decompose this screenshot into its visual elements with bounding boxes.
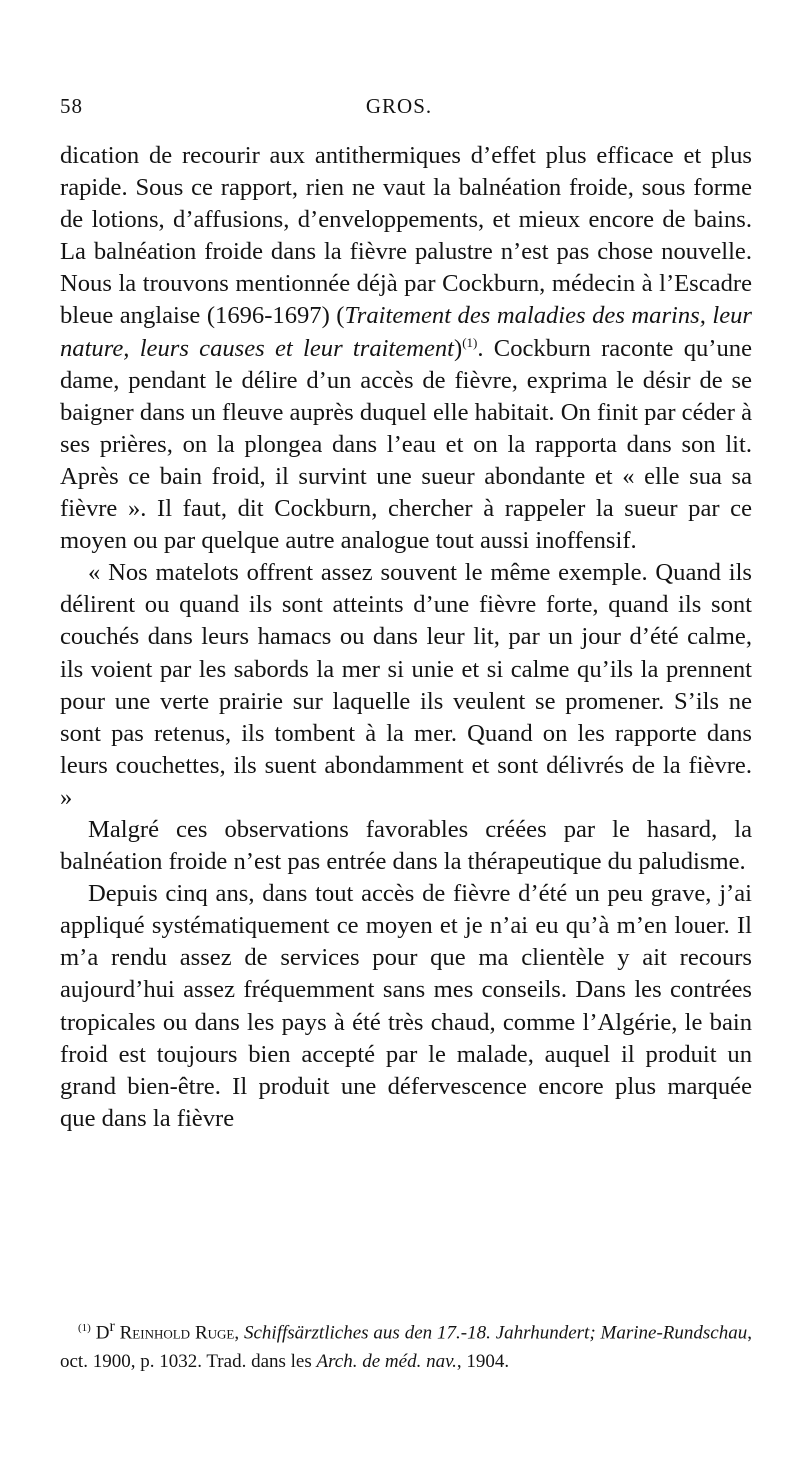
footnote-reference-details: , oct. 1900, p. 1032. Trad. dans les <box>60 1322 752 1373</box>
running-head: GROS. <box>365 94 433 118</box>
footnote-title-sup: r <box>109 1318 115 1335</box>
footnote-reference[interactable]: (1) <box>462 334 478 350</box>
footnote-year: , 1904. <box>456 1351 510 1373</box>
paragraph-sailors-quote: « Nos matelots offrent assez souvent le même exemple. Quand ils délirent ou quand ils sont atteints d’une fièvre forte, quand ils sont couchés dans leurs hamacs ou dans leur lit, par un jour d’été calme, ils voient par les sabords la mer si unie et si calme qu’ils la prennent pour une verte prairie sur laquelle ils veulent se promener. S’ils ne sont pas retenus, ils tombent à la mer. Quand on les rapporte dans leurs couchettes, ils suent abondamment et sont délivrés de la fièvre. » <box>60 559 752 811</box>
paragraph-text: . Cockburn raconte qu’une dame, pendant le délire d’un accès de fièvre, exprima le désir de se baigner dans un fleuve auprès duquel elle habitait. On finit par céder à ses prières, on la plongea dans l’eau et on la rapporta dans son lit. Après ce bain froid, il survint une sueur abondante et « elle sua sa fièvre ». Il faut, dit Cockburn, chercher à rappeler la sueur par ce moyen ou par quelque autre analogue tout aussi inoffensif. <box>60 334 752 555</box>
footnotes <box>60 1312 752 1376</box>
paragraph-text: dication de recourir aux antithermiques d’effet plus efficace et plus rapide. Sous ce rapport, rien ne vaut la balnéation froide, sous forme de lotions, d’affusions, d’enveloppements, et mieux encore de bains. La balnéation froide dans la fièvre palustre n’est pas chose nouvelle. Nous la trouvons mentionnée déjà par Cockburn, médecin à l’Escadre bleue anglaise (1696-1697) ( <box>60 142 752 330</box>
footnote-work-title: Schiffsärztliches aus den 17.-18. Jahrhundert; Marine-Rundschau <box>243 1322 748 1344</box>
paragraph-experience: Depuis cinq ans, dans tout accès de fièvre d’été un peu grave, j’ai appliqué systématiquement ce moyen et je n’ai eu qu’à m’en louer. Il m’a rendu assez de services pour que ma clientèle y ait recours aujourd’hui assez fréquemment sans mes conseils. Dans les contrées tropicales ou dans les pays à été très chaud, comme l’Algérie, le bain froid est toujours bien accepté par le malade, auquel il produit un grand bien-être. Il produit une défervescence encore plus marquée que dans la fièvre <box>60 880 752 1132</box>
footnote-author: Reinhold Ruge <box>119 1322 235 1344</box>
footnote-comma: , <box>234 1322 244 1344</box>
closing-paren: ) <box>454 334 463 362</box>
body-text <box>60 140 752 1135</box>
footnote-title: D <box>95 1322 110 1344</box>
treatise-title: Traitement des maladies des marins, leur nature, leurs causes et leur traitement <box>60 302 752 362</box>
page-number: 58 <box>60 94 83 118</box>
footnote-mark: (1) <box>78 1322 91 1334</box>
footnote-1 <box>60 1312 752 1376</box>
paragraph-cockburn <box>60 140 752 557</box>
paragraph-observations: Malgré ces observations favorables créées par le hasard, la balnéation froide n’est pas entrée dans la thérapeutique du paludisme. <box>60 815 752 876</box>
page-header <box>60 94 738 124</box>
footnote-journal: Arch. de méd. nav. <box>316 1351 457 1373</box>
